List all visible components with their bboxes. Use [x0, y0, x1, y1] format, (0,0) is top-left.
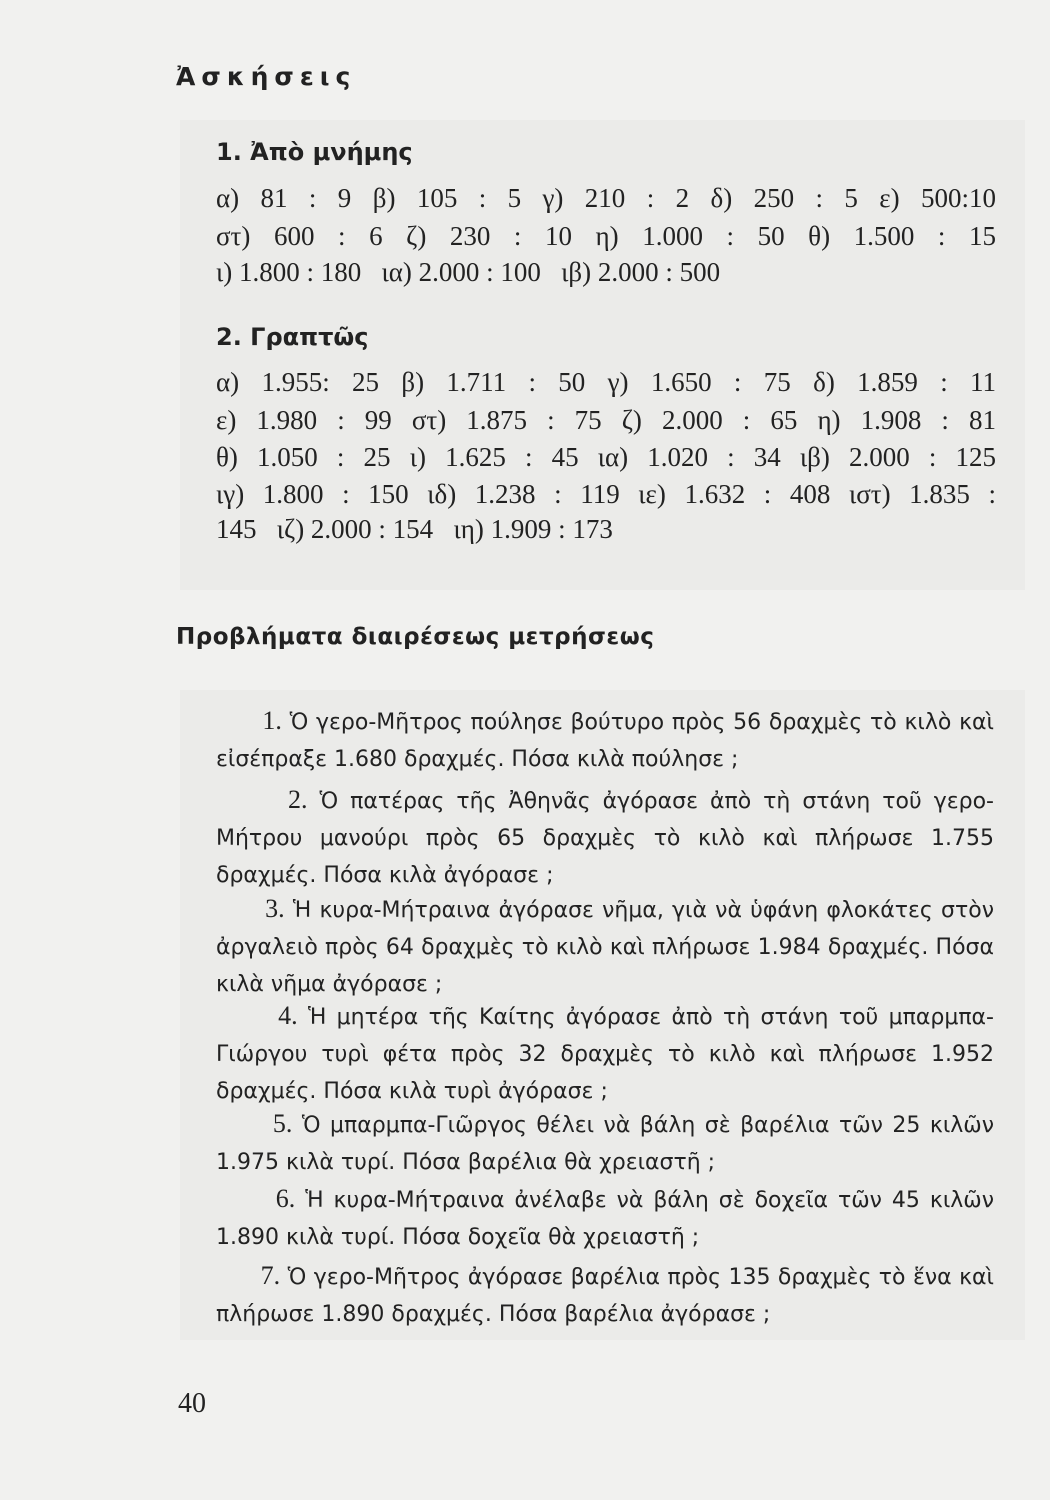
exercise-item: ιβ) 2.000 : 125: [799, 442, 997, 472]
problem-number: 5.: [272, 1109, 293, 1138]
problem-item: [216, 890, 994, 1003]
problem-text: Ὁ γερο-Μῆτρος πούλησε βούτυρο πρὸς 56 δραχμὲς τὸ κιλὸ καὶ εἰσέπραξε 1.680 δραχμές. Πόσα κιλὰ πούλησε ;: [216, 710, 994, 772]
problem-item: [216, 1180, 994, 1256]
exercise-item: ιδ) 1.238 : 119: [427, 479, 620, 509]
exercise-item: ιστ) 1.835 :: [848, 479, 996, 509]
exercise-item: στ) 1.875 : 75: [411, 405, 602, 435]
problem-text: Ἡ κυρα-Μήτραινα ἀγόρασε νῆμα, γιὰ νὰ ὑφάνη φλοκάτες στὸν ἀργαλειὸ πρὸς 64 δραχμὲς τὸ κιλὸ καὶ πλήρωσε 1.984 δραχμές. Πόσα κιλὰ νῆμα ἀγόρασε ;: [216, 898, 994, 997]
exercise-item: γ) 210 : 2: [542, 183, 690, 213]
problem-text: Ὁ γερο-Μῆτρος ἀγόρασε βαρέλια πρὸς 135 δραχμὲς τὸ ἕνα καὶ πλήρωσε 1.890 δραχμές. Πόσα βαρέλια ἀγόρασε ;: [216, 1265, 994, 1327]
exercise-item: ι) 1.800 : 180: [216, 257, 362, 287]
exercise-item: γ) 1.650 : 75: [607, 367, 791, 397]
problem-number: 4.: [278, 1001, 298, 1030]
problem-text: Ὁ πατέρας τῆς Ἀθηνᾶς ἀγόρασε ἀπὸ τὴ στάνη τοῦ γερο-Μήτρου μανούρι πρὸς 65 δραχμὲς τὸ κιλὸ καὶ πλήρωσε 1.755 δραχμές. Πόσα κιλὰ ἀγόρασε ;: [216, 789, 994, 888]
exercise-item: ι) 1.625 : 45: [409, 442, 579, 472]
exercise-row: [216, 511, 996, 547]
exercise-item: ιγ) 1.800 : 150: [216, 479, 409, 509]
exercise-item: β) 105 : 5: [372, 183, 522, 213]
exercise-item: ιζ) 2.000 : 154: [276, 514, 434, 544]
exercises-heading: Ἀσκήσεις: [176, 62, 357, 91]
problem-item: [216, 702, 994, 778]
exercise-item: δ) 250 : 5: [710, 183, 858, 213]
exercise-item: θ) 1.500 : 15: [808, 221, 996, 251]
exercise-item: β) 1.711 : 50: [401, 367, 586, 397]
exercise-item: α) 81 : 9: [216, 183, 352, 213]
exercise-item: ια) 1.020 : 34: [597, 442, 781, 472]
problem-text: Ἡ μητέρα τῆς Καίτης ἀγόρασε ἀπὸ τὴ στάνη τοῦ μπαρμπα-Γιώργου τυρὶ φέτα πρὸς 32 δραχμὲς τὸ κιλὸ καὶ πλήρωσε 1.952 δραχμές. Πόσα κιλὰ τυρὶ ἀγόρασε ;: [216, 1005, 994, 1104]
exercise-item: στ) 600 : 6: [216, 221, 383, 251]
problem-number: 6.: [275, 1184, 296, 1213]
exercise-item: ζ) 2.000 : 65: [621, 405, 798, 435]
exercise-row: [216, 180, 996, 216]
problem-item: [216, 1105, 994, 1181]
exercise-item: ιβ) 2.000 : 500: [561, 257, 721, 287]
exercise-item: ε) 1.980 : 99: [216, 405, 392, 435]
problem-item: [216, 1257, 994, 1333]
page-number: 40: [178, 1388, 206, 1419]
problem-text: Ὁ μπαρμπα-Γιῶργος θέλει νὰ βάλη σὲ βαρέλια τῶν 25 κιλῶν 1.975 κιλὰ τυρί. Πόσα βαρέλια θὰ χρειαστῆ ;: [216, 1113, 994, 1175]
exercise-item: η) 1.908 : 81: [817, 405, 996, 435]
problem-text: Ἡ κυρα-Μήτραινα ἀνέλαβε νὰ βάλη σὲ δοχεῖα τῶν 45 κιλῶν 1.890 κιλὰ τυρί. Πόσα δοχεῖα θὰ χρειαστῆ ;: [216, 1188, 995, 1250]
section-1-title: 1. Ἀπὸ μνήμης: [216, 138, 413, 166]
exercise-item: ζ) 230 : 10: [406, 221, 572, 251]
exercise-row: [216, 476, 996, 512]
exercise-row: [216, 439, 996, 475]
exercise-item: η) 1.000 : 50: [595, 221, 785, 251]
exercise-item: 145: [216, 514, 257, 544]
problem-item: [216, 997, 994, 1110]
exercise-item: ε) 500:10: [879, 183, 996, 213]
problem-number: 7.: [260, 1261, 281, 1290]
exercise-item: θ) 1.050 : 25: [216, 442, 391, 472]
exercise-item: ιε) 1.632 : 408: [638, 479, 831, 509]
problem-item: [216, 781, 994, 894]
exercise-row: [216, 218, 996, 254]
problem-number: 3.: [265, 894, 285, 923]
exercise-item: ια) 2.000 : 100: [381, 257, 541, 287]
section-2-title: 2. Γραπτῶς: [216, 323, 369, 351]
problem-number: 2.: [288, 785, 308, 814]
exercise-row: [216, 364, 996, 400]
exercise-row: [216, 254, 996, 290]
exercise-item: δ) 1.859 : 11: [813, 367, 997, 397]
exercise-item: ιη) 1.909 : 173: [453, 514, 613, 544]
problem-number: 1.: [262, 706, 282, 735]
exercise-item: α) 1.955: 25: [216, 367, 380, 397]
exercise-row: [216, 402, 996, 438]
problems-heading: Προβλήματα διαιρέσεως μετρήσεως: [176, 624, 655, 650]
